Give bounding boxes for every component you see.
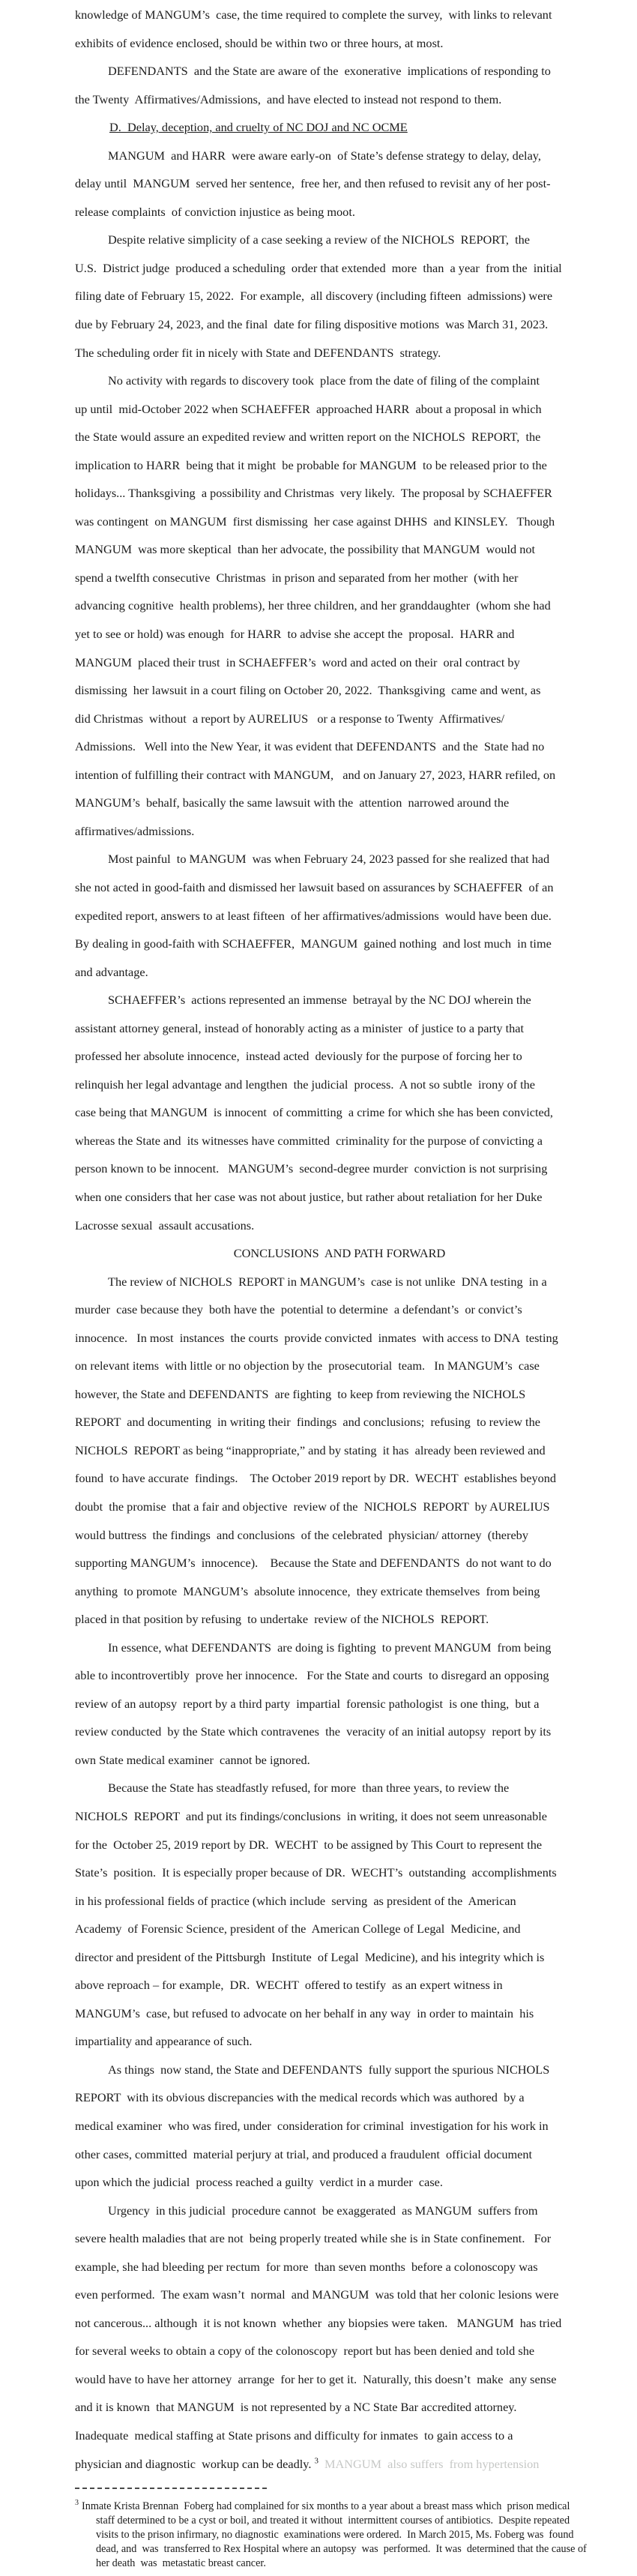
text-line: was contingent on MANGUM first dismissing her case against DHHS and KINSLEY. Though: [75, 514, 555, 529]
footnote: [75, 2500, 604, 2571]
text-line: upon which the judicial process reached a guilty verdict in a murder case.: [75, 2175, 443, 2190]
text-line: Because the State has steadfastly refused, for more than three years, to review the: [108, 1781, 510, 1796]
text-line: even performed. The exam wasn’t normal and MANGUM was told that her colonic lesions were: [75, 2287, 559, 2302]
text-line: for the October 25, 2019 report by DR. WECHT to be assigned by This Court to represent the: [75, 1837, 543, 1852]
text-line: U.S. District judge produced a scheduling order that extended more than a year from the initial: [75, 260, 562, 275]
paragraph: [75, 1634, 604, 1775]
text-line: SCHAEFFER’s actions represented an immense betrayal by the NC DOJ wherein the: [108, 993, 531, 1008]
text-line: director and president of the Pittsburgh Institute of Legal Medicine), and his integrity which is: [75, 1949, 545, 1964]
text-line: holidays... Thanksgiving a possibility and Christmas very likely. The proposal by SCHAEFFER: [75, 486, 552, 501]
paragraph: [75, 845, 604, 986]
text-line: the Twenty Affirmatives/Admissions, and have elected to instead not respond to them.: [75, 91, 502, 106]
text-line: would buttress the findings and conclusions of the celebrated physician/ attorney (thereby: [75, 1527, 528, 1542]
text-line: anything to promote MANGUM’s absolute innocence, they extricate themselves from being: [75, 1583, 540, 1598]
text-line: MANGUM’s case, but refused to advocate on her behalf in any way in order to maintain his: [75, 2005, 534, 2020]
paragraph: [75, 2056, 604, 2197]
footnote-line: visits to the prison infirmary, no diagnostic examinations were ordered. In March 2015, Ms. Foberg was found: [96, 2529, 574, 2541]
text-line: Lacrosse sexual assault accusations.: [75, 1218, 255, 1233]
text-line: spend a twelfth consecutive Christmas in prison and separated from her mother (with her: [75, 570, 519, 585]
paragraph: [75, 2197, 604, 2478]
text-line: REPORT with its obvious discrepancies with the medical records which was authored by a: [75, 2090, 525, 2105]
text-line: professed her absolute innocence, instead acted deviously for the purpose of forcing her to: [75, 1049, 522, 1064]
faded-text-fragment: MANGUM also suffers from hypertension: [324, 2456, 540, 2471]
text-line: severe health maladies that are not being properly treated while she is in State confinement. For: [75, 2231, 552, 2246]
text-line: REPORT and documenting in writing their findings and conclusions; refusing to review the: [75, 1415, 540, 1430]
text-line: case being that MANGUM is innocent of committing a crime for which she has been convicted,: [75, 1105, 553, 1120]
paragraph: [75, 142, 604, 226]
text-line: NICHOLS REPORT as being “inappropriate,” and by stating it has already been reviewed and: [75, 1442, 546, 1457]
text-line: affirmatives/admissions.: [75, 823, 195, 838]
text-line: not cancerous... although it is not known whether any biopsies were taken. MANGUM has tried: [75, 2315, 562, 2330]
footnote-line: staff determined to be a cyst or boil, and treated it without intermittent courses of antibiotics. Despite repeated: [96, 2515, 570, 2527]
text-line: MANGUM was more skeptical than her advocate, the possibility that MANGUM would not: [75, 542, 536, 557]
text-line: found to have accurate findings. The October 2019 report by DR. WECHT establishes beyond: [75, 1471, 557, 1486]
paragraph: [75, 367, 604, 845]
footnote-reference: 3: [314, 2456, 319, 2466]
text-line: due by February 24, 2023, and the final date for filing dispositive motions was March 31, 2023.: [75, 317, 549, 332]
text-line: for several weeks to obtain a copy of the colonoscopy report but has been denied and told she: [75, 2344, 535, 2359]
text-line: dismissing her lawsuit in a court filing on October 20, 2022. Thanksgiving came and went, as: [75, 683, 541, 698]
text-line: MANGUM’s behalf, basically the same lawsuit with the attention narrowed around the: [75, 795, 510, 810]
text-line: on relevant items with little or no objection by the prosecutorial team. In MANGUM’s case: [75, 1358, 540, 1373]
text-line: relinquish her legal advantage and lengthen the judicial process. A not so subtle irony of the: [75, 1077, 536, 1092]
text-line: review of an autopsy report by a third party impartial forensic pathologist is one thing, but a: [75, 1696, 540, 1711]
text-line: would have to have her attorney arrange for her to get it. Naturally, this doesn’t make any sense: [75, 2371, 557, 2386]
text-line: CONCLUSIONS AND PATH FORWARD: [233, 1246, 446, 1261]
text-line: delay until MANGUM served her sentence, free her, and then refused to revisit any of her post-: [75, 176, 551, 191]
text-line: the State would assure an expedited review and written report on the NICHOLS REPORT, the: [75, 430, 541, 445]
text-line: intention of fulfilling their contract with MANGUM, and on January 27, 2023, HARR refiled, on: [75, 767, 556, 782]
text-line: review conducted by the State which contravenes the veracity of an initial autopsy report by its: [75, 1724, 552, 1739]
text-line: Despite relative simplicity of a case seeking a review of the NICHOLS REPORT, the: [108, 232, 530, 247]
text-line: exhibits of evidence enclosed, should be within two or three hours, at most.: [75, 35, 444, 50]
text-line: Inadequate medical staffing at State prisons and difficulty for inmates to gain access to a: [75, 2428, 513, 2443]
text-line: did Christmas without a report by AURELIUS or a response to Twenty Affirmatives/: [75, 711, 505, 726]
text-line: Most painful to MANGUM was when February 24, 2023 passed for she realized that had: [108, 852, 550, 867]
text-line: she not acted in good-faith and dismissed her lawsuit based on assurances by SCHAEFFER of an: [75, 879, 554, 894]
text-line: D. Delay, deception, and cruelty of NC DOJ and NC OCME: [109, 120, 408, 135]
text-line: yet to see or hold) was enough for HARR to advise she accept the proposal. HARR and: [75, 627, 515, 642]
text-line: when one considers that her case was not about justice, but rather about retaliation for her Duke: [75, 1189, 543, 1204]
paragraph: [75, 986, 604, 1239]
text-line: NICHOLS REPORT and put its findings/conclusions in writing, it does not seem unreasonable: [75, 1809, 548, 1823]
text-line: The scheduling order fit in nicely with State and DEFENDANTS strategy.: [75, 345, 441, 360]
text-line: knowledge of MANGUM’s case, the time required to complete the survey, with links to relevant: [75, 7, 552, 22]
text-line: above reproach – for example, DR. WECHT offered to testify as an expert witness in: [75, 1978, 503, 1993]
text-line: assistant attorney general, instead of honorably acting as a minister of justice to a party that: [75, 1020, 525, 1035]
text-line: whereas the State and its witnesses have committed criminality for the purpose of convicting a: [75, 1133, 543, 1148]
text-line: Urgency in this judicial procedure cannot be exaggerated as MANGUM suffers from: [108, 2203, 538, 2218]
text-line: State’s position. It is especially proper because of DR. WECHT’s outstanding accomplishments: [75, 1865, 557, 1880]
text-line: up until mid-October 2022 when SCHAEFFER approached HARR about a proposal in which: [75, 401, 542, 416]
text-line: Academy of Forensic Science, president of the American College of Legal Medicine, and: [75, 1922, 521, 1936]
document-body: [75, 1, 604, 2478]
footnote-line: $^3$ Inmate Krista Brennan Foberg had complained for six months to a year about a breast mass which prison medical: [75, 2499, 570, 2512]
paragraph: [75, 1268, 604, 1634]
paragraph: [75, 226, 604, 367]
text-line: MANGUM and HARR were aware early-on of State’s defense strategy to delay, delay,: [108, 148, 541, 163]
text-line: In essence, what DEFENDANTS are doing is fighting to prevent MANGUM from being: [108, 1640, 552, 1655]
text-line: however, the State and DEFENDANTS are fighting to keep from reviewing the NICHOLS: [75, 1386, 526, 1401]
text-line: own State medical examiner cannot be ignored.: [75, 1752, 310, 1767]
text-line: and advantage.: [75, 964, 148, 979]
footnote-line: her death was metastatic breast cancer.: [96, 2557, 266, 2569]
text-line: implication to HARR being that it might be probable for MANGUM to be released prior to the: [75, 457, 547, 472]
section-heading: [75, 1239, 604, 1268]
section-heading: [75, 113, 604, 142]
text-line: expedited report, answers to at least fifteen of her affirmatives/admissions would have been due.: [75, 908, 552, 923]
footnote-separator: [75, 2488, 267, 2489]
text-line: placed in that position by refusing to undertake review of the NICHOLS REPORT.: [75, 1612, 489, 1627]
text-line: By dealing in good-faith with SCHAEFFER, MANGUM gained nothing and lost much in time: [75, 936, 552, 951]
text-line: supporting MANGUM’s innocence). Because the State and DEFENDANTS do not want to do: [75, 1556, 552, 1571]
text-line: As things now stand, the State and DEFENDANTS fully support the spurious NICHOLS: [108, 2062, 550, 2077]
text-line: murder case because they both have the potential to determine a defendant’s or convict’s: [75, 1302, 522, 1317]
text-line: [75, 2450, 604, 2479]
footnote-marker: 3: [75, 2499, 79, 2508]
text-line: person known to be innocent. MANGUM’s second-degree murder conviction is not surprising: [75, 1161, 548, 1176]
text-line: No activity with regards to discovery took place from the date of filing of the complaint: [108, 373, 540, 388]
footnote-line: dead, and was transferred to Rex Hospital where an autopsy was performed. It was determined that the cause of: [96, 2543, 587, 2555]
text-line: MANGUM placed their trust in SCHAEFFER’s word and acted on their oral contract by: [75, 654, 520, 669]
text-line: advancing cognitive health problems), her three children, and her granddaughter (whom she had: [75, 598, 551, 613]
text-line: release complaints of conviction injustice as being moot.: [75, 204, 355, 219]
text-line: filing date of February 15, 2022. For example, all discovery (including fifteen admissions) were: [75, 289, 553, 304]
text-line: The review of NICHOLS REPORT in MANGUM’s case is not unlike DNA testing in a: [108, 1274, 547, 1289]
text-line: impartiality and appearance of such.: [75, 2034, 253, 2049]
paragraph: [75, 1, 604, 57]
text-line: Admissions. Well into the New Year, it was evident that DEFENDANTS and the State had no: [75, 739, 545, 754]
body-text-fragment: physician and diagnostic workup can be deadly.: [75, 2456, 315, 2471]
paragraph: [75, 57, 604, 113]
text-line: innocence. In most instances the courts provide convicted inmates with access to DNA testing: [75, 1330, 558, 1345]
text-line: in his professional fields of practice (which include serving as president of the American: [75, 1893, 516, 1908]
paragraph: [75, 1774, 604, 2055]
text-line: DEFENDANTS and the State are aware of the exonerative implications of responding to: [108, 64, 551, 79]
text-line: doubt the promise that a fair and objective review of the NICHOLS REPORT by AURELIUS: [75, 1499, 550, 1514]
text-line: able to incontrovertibly prove her innocence. For the State and courts to disregard an opposing: [75, 1668, 549, 1683]
text-line: other cases, committed material perjury at trial, and produced a fraudulent official document: [75, 2146, 533, 2161]
text-line: medical examiner who was fired, under consideration for criminal investigation for his work in: [75, 2119, 549, 2134]
text-line: example, she had bleeding per rectum for more than seven months before a colonoscopy was: [75, 2259, 538, 2274]
text-line: and it is known that MANGUM is not represented by a NC State Bar accredited attorney.: [75, 2400, 517, 2415]
